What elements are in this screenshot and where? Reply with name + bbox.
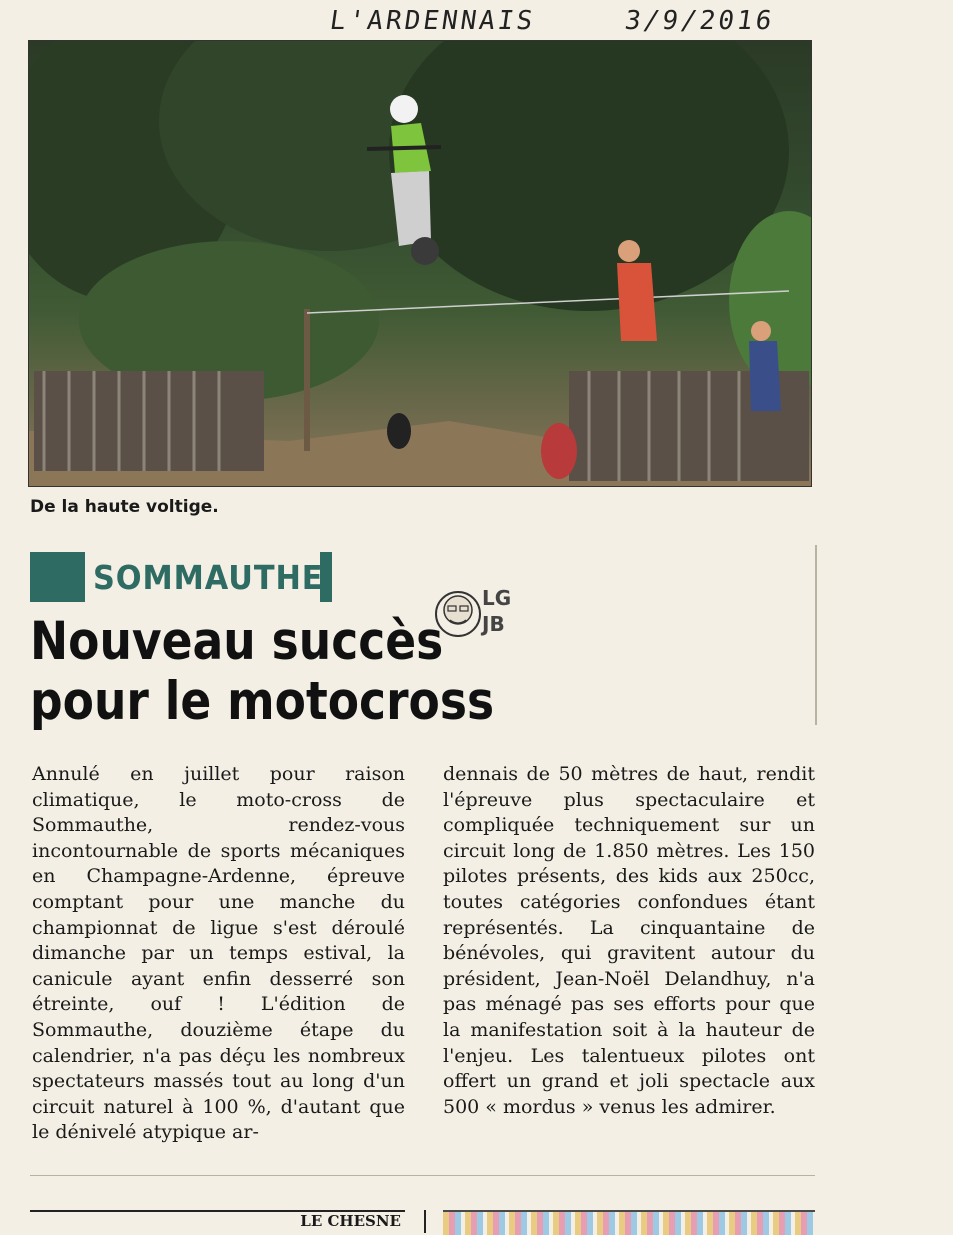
stamp-initials-bottom: JB xyxy=(482,612,505,636)
article-column-right: dennais de 50 mètres de haut, rendit l'épreuve plus spectaculaire et compliquée techniquement sur un circuit long de 1.850 mètres. Les 150 pilotes présents, des kids aux 250cc, toutes catégories confondues étant représentés. La cinquantaine de bénévoles, qui gravitent autour du président, Jean-Noël Delandhuy, n'a pas ménagé pas ses efforts pour que la manifestation soit à la hauteur de l'enjeu. Les talentueux pilotes ont offert un grand et joli spectacle aux 500 « mordus » venus les admirer. xyxy=(443,763,815,1118)
headline: Nouveau succès pour le motocross xyxy=(30,611,495,732)
handwritten-date: 3/9/2016 xyxy=(622,6,777,36)
section-kicker xyxy=(30,552,332,602)
bottom-rule xyxy=(30,1175,815,1176)
stamp-initials-top: LG xyxy=(482,586,512,610)
next-section-label: LE CHESNE xyxy=(300,1212,401,1230)
handwritten-newspaper-name: L'ARDENNAIS xyxy=(327,6,538,36)
next-article-header xyxy=(30,1210,405,1235)
kicker-label: SOMMAUTHE xyxy=(93,557,324,597)
motocross-photo xyxy=(28,40,812,487)
photo-illustration xyxy=(29,41,811,486)
initials-stamp xyxy=(432,582,522,644)
column-rule xyxy=(815,545,817,725)
advert-strip xyxy=(443,1210,815,1235)
photo-caption: De la haute voltige. xyxy=(30,497,219,517)
kicker-box xyxy=(85,552,324,602)
article-column-left: Annulé en juillet pour raison climatique, le moto-cross de Sommauthe, rendez-vous incontournable de sports mécaniques en Champagne-Ardenne, épreuve comptant pour une manche du championnat de ligue s'est déroulé dimanche par un temps estival, la canicule ayant enfin desserré son étreinte, ouf ! L'édition de Sommauthe, douzième étape du calendrier, n'a pas déçu les nombreux spectateurs massés tout au long d'un circuit naturel à 100 %, d'autant que le dénivelé atypique ar- xyxy=(32,763,405,1144)
column-divider xyxy=(424,1210,426,1233)
